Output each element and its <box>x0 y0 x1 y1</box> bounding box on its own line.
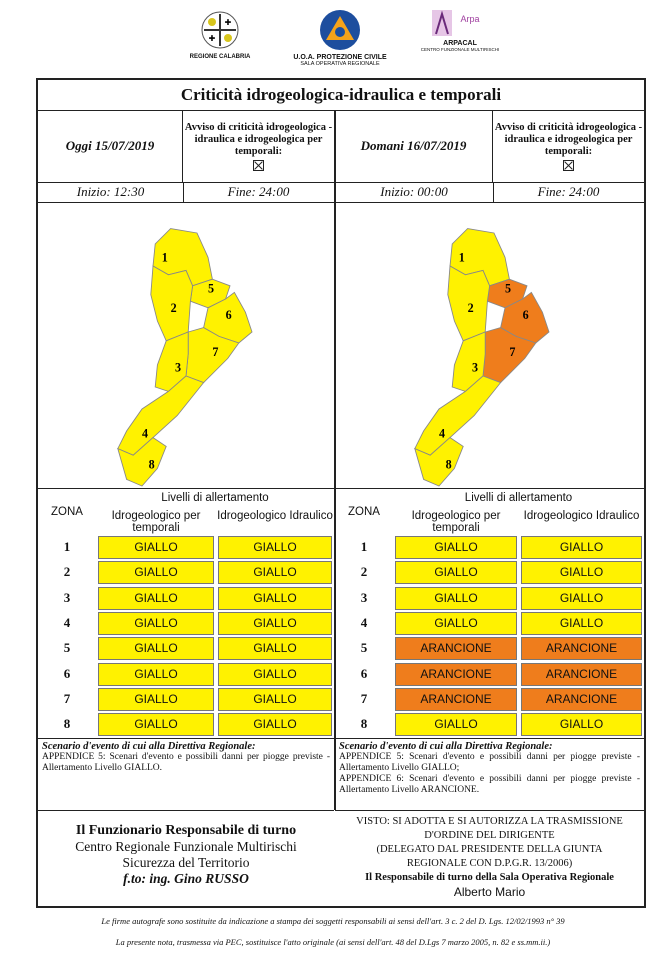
zone-number: 6 <box>63 665 71 681</box>
tomorrow-livelli-header: Livelli di allertamento <box>464 492 573 504</box>
level-temporali-cell: GIALLO <box>98 663 214 686</box>
tomorrow-scenario <box>335 738 644 811</box>
tomorrow-start: Inizio: 00:00 <box>335 182 494 203</box>
today-scenario-text: APPENDICE 5: Scenari d'evento e possibili danni per piogge previste - Allertamento Livello GIALLO. <box>42 752 330 773</box>
tomorrow-map-panel <box>335 202 644 489</box>
level-idraulico-cell: GIALLO <box>521 587 642 610</box>
today-header <box>38 110 334 183</box>
tomorrow-end: Fine: 24:00 <box>493 182 644 203</box>
today-levels-table <box>38 488 334 738</box>
level-idraulico-cell: GIALLO <box>218 637 332 660</box>
today-col1-header: Idrogeologico per temporali <box>111 510 201 534</box>
tomorrow-zone-label: 7 <box>509 345 516 360</box>
today-zona-header: ZONA <box>51 506 83 518</box>
today-livelli-header: Livelli di allertamento <box>161 492 269 504</box>
level-temporali-cell: GIALLO <box>98 713 214 736</box>
today-end: Fine: 24:00 <box>183 182 334 203</box>
sala-operativa-label: SALA OPERATIVA REGIONALE <box>300 61 380 67</box>
level-idraulico-cell: ARANCIONE <box>521 663 642 686</box>
today-zone-label: 2 <box>170 301 177 316</box>
today-avviso-cell <box>183 110 334 182</box>
zone-number: 5 <box>360 640 368 656</box>
zone-number: 2 <box>360 564 368 580</box>
today-zone-label: 6 <box>225 307 232 322</box>
tomorrow-calabria-map <box>335 202 644 488</box>
signature-right-role: Il Responsabile di turno della Sala Operativa Regionale <box>365 872 614 883</box>
tomorrow-zone-label: 6 <box>522 307 529 322</box>
zone-number: 8 <box>63 716 71 732</box>
level-temporali-cell: GIALLO <box>395 561 517 584</box>
tomorrow-levels-table <box>335 488 644 738</box>
footer-note-2: La presente nota, trasmessa via PEC, sostituisce l'atto originale (ai sensi dell'art. 48 del D.Lgs 7 marzo 2005, n. 82 e ss.mm.ii.) <box>115 937 551 947</box>
arpacal-label: ARPACAL <box>443 40 477 47</box>
level-temporali-cell: GIALLO <box>98 612 214 635</box>
today-date-cell <box>38 110 183 182</box>
zone-number: 1 <box>360 539 368 554</box>
zone-number: 7 <box>63 690 71 706</box>
zone-number: 6 <box>360 665 368 681</box>
level-temporali-cell: ARANCIONE <box>395 637 517 660</box>
tomorrow-scenario-title: Scenario d'evento di cui alla Direttiva Regionale: <box>339 741 553 752</box>
tomorrow-avviso-text: Avviso di criticità idrogeologica - idraulica e idrogeologica per temporali: <box>494 121 643 157</box>
tomorrow-scenario-text-1: APPENDICE 5: Scenari d'evento e possibili danni per piogge previste - Allertamento Livello GIALLO; <box>339 752 640 773</box>
arpacal-emblem-icon <box>430 8 490 38</box>
arpacal-sub-label: CENTRO FUNZIONALE MULTIRISCHI <box>420 47 500 52</box>
level-idraulico-cell: GIALLO <box>218 587 332 610</box>
zone-number: 2 <box>63 564 71 580</box>
today-zone-label: 1 <box>161 250 168 265</box>
tomorrow-zone-label: 8 <box>445 457 452 472</box>
zone-number: 7 <box>360 690 368 706</box>
today-zone-label: 8 <box>148 457 155 472</box>
tomorrow-zone-label: 2 <box>467 301 474 316</box>
signature-right-name: Alberto Mario <box>453 885 526 899</box>
today-zone-label: 4 <box>142 426 149 441</box>
regione-calabria-logo <box>185 8 255 60</box>
tomorrow-zone-label: 4 <box>439 426 446 441</box>
level-idraulico-cell: ARANCIONE <box>521 688 642 711</box>
svg-text:✚: ✚ <box>224 18 232 27</box>
tomorrow-header <box>335 110 644 183</box>
level-idraulico-cell: GIALLO <box>218 713 332 736</box>
signature-right-line3: (DELEGATO DAL PRESIDENTE DELLA GIUNTA <box>376 844 603 855</box>
zone-number: 5 <box>63 640 71 656</box>
signature-left-centre: Centro Regionale Funzionale Multirischi <box>75 839 297 854</box>
zone-number: 3 <box>63 589 71 605</box>
level-temporali-cell: GIALLO <box>98 587 214 610</box>
level-idraulico-cell: ARANCIONE <box>521 637 642 660</box>
today-calabria-map <box>38 202 334 488</box>
signature-right-line1: VISTO: SI ADOTTA E SI AUTORIZZA LA TRASMISSIONE <box>356 816 623 827</box>
zone-number: 1 <box>63 539 71 554</box>
today-start: Inizio: 12:30 <box>38 182 184 203</box>
tomorrow-date-cell <box>335 110 493 182</box>
bulletin-title: Criticità idrogeologica-idraulica e temporali <box>38 80 644 111</box>
signature-right-line2: D'ORDINE DEL DIRIGENTE <box>424 830 555 841</box>
signature-right <box>335 810 644 909</box>
level-temporali-cell: GIALLO <box>395 536 517 559</box>
tomorrow-scenario-text-2: APPENDICE 6: Scenari d'evento e possibili danni per piogge previste - Allertamento Livello ARANCIONE. <box>339 774 640 795</box>
today-map-panel <box>38 202 334 489</box>
level-temporali-cell: GIALLO <box>395 612 517 635</box>
bulletin-frame <box>36 78 646 908</box>
arpacal-logo <box>415 8 505 52</box>
level-idraulico-cell: GIALLO <box>521 713 642 736</box>
zone-number: 3 <box>360 589 368 605</box>
tomorrow-zona-header: ZONA <box>348 506 380 518</box>
signature-left-role: Il Funzionario Responsabile di turno <box>75 823 297 838</box>
tomorrow-zone-label: 1 <box>458 250 465 265</box>
protezione-civile-emblem-icon <box>318 8 362 52</box>
signature-left-dept: Sicurezza del Territorio <box>122 855 250 870</box>
level-temporali-cell: GIALLO <box>395 587 517 610</box>
tomorrow-date: Domani 16/07/2019 <box>360 138 467 153</box>
level-idraulico-cell: GIALLO <box>218 688 332 711</box>
level-idraulico-cell: GIALLO <box>521 612 642 635</box>
level-temporali-cell: ARANCIONE <box>395 688 517 711</box>
today-avviso-text: Avviso di criticità idrogeologica - idraulica e idrogeologica per temporali: <box>184 121 333 157</box>
today-scenario <box>38 738 334 811</box>
level-temporali-cell: GIALLO <box>98 637 214 660</box>
level-idraulico-cell: GIALLO <box>521 561 642 584</box>
level-temporali-cell: GIALLO <box>98 536 214 559</box>
zone-number: 4 <box>63 614 71 630</box>
logo-bar <box>0 0 666 78</box>
level-idraulico-cell: GIALLO <box>218 663 332 686</box>
regione-calabria-emblem-icon <box>200 8 240 52</box>
today-col2-header: Idrogeologico Idraulico <box>217 510 333 522</box>
signature-right-line4: REGIONALE CON D.P.G.R. 13/2006) <box>406 858 573 869</box>
zone-number: 4 <box>360 614 368 630</box>
level-idraulico-cell: GIALLO <box>218 612 332 635</box>
protezione-civile-label: U.O.A. PROTEZIONE CIVILE <box>293 54 387 61</box>
tomorrow-avviso-cell <box>493 110 644 182</box>
level-temporali-cell: ARANCIONE <box>395 663 517 686</box>
tomorrow-zone-label: 3 <box>472 360 479 375</box>
regione-calabria-label: REGIONE CALABRIA <box>189 54 251 60</box>
level-temporali-cell: GIALLO <box>98 688 214 711</box>
protezione-civile-logo <box>285 8 395 67</box>
level-temporali-cell: GIALLO <box>98 561 214 584</box>
tomorrow-avviso-checkbox-icon <box>563 160 574 171</box>
today-zone-label: 7 <box>212 345 219 360</box>
today-scenario-title: Scenario d'evento di cui alla Direttiva Regionale: <box>42 741 256 752</box>
tomorrow-col2-header: Idrogeologico Idraulico <box>523 510 640 522</box>
zone-number: 8 <box>360 716 368 732</box>
today-zone-label: 3 <box>175 360 182 375</box>
today-zone-label: 5 <box>208 281 215 296</box>
svg-text:✚: ✚ <box>208 34 216 43</box>
today-avviso-checkbox-icon <box>253 160 264 171</box>
level-idraulico-cell: GIALLO <box>218 561 332 584</box>
signature-left <box>38 810 334 909</box>
tomorrow-zone-label: 5 <box>505 281 512 296</box>
footer-note-1: Le firme autografe sono sostituite da indicazione a stampa dei soggetti responsabili ai sensi dell'art. 3 c. 2 del D. Lgs. 12/02/1993 n° 39 <box>101 916 565 926</box>
level-temporali-cell: GIALLO <box>395 713 517 736</box>
tomorrow-col1-header: Idrogeologico per temporali <box>411 510 501 534</box>
level-idraulico-cell: GIALLO <box>218 536 332 559</box>
signature-left-name: f.to: ing. Gino RUSSO <box>123 871 249 886</box>
today-date: Oggi 15/07/2019 <box>65 138 155 153</box>
svg-text:Arpa: Arpa <box>460 14 480 24</box>
level-idraulico-cell: GIALLO <box>521 536 642 559</box>
